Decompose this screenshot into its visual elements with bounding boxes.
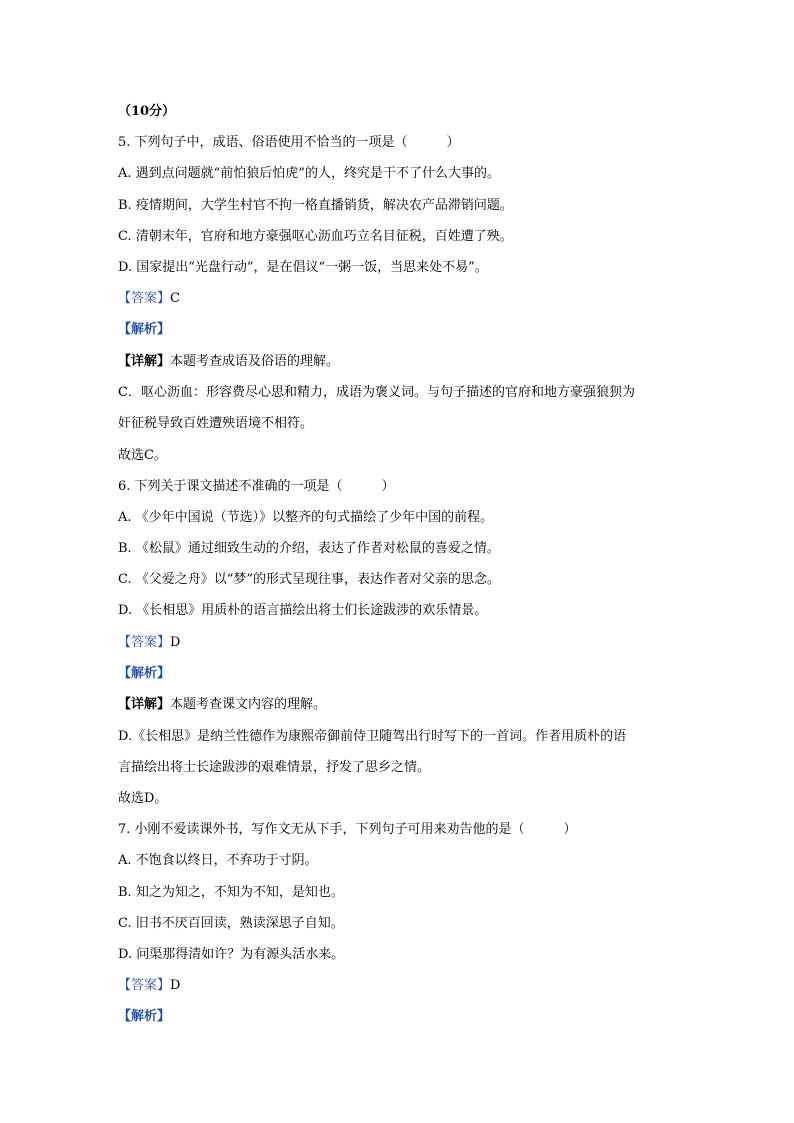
answer-value: D	[170, 978, 181, 993]
detail-text: 本题考查课文内容的理解。	[170, 697, 327, 712]
question-5-option-d: D. 国家提出“光盘行动”，是在倡议“一粥一饭，当思来处不易”。	[118, 260, 488, 275]
analysis-tag: 【解析】	[118, 1009, 171, 1024]
answer-value: D	[170, 635, 181, 650]
score-header: （10分）	[118, 104, 176, 119]
question-7-stem: 7. 小刚不爱读课外书，写作文无从下手，下列句子可用来劝告他的是（ ）	[118, 822, 577, 837]
question-6-detail	[118, 696, 326, 714]
question-7-option-c: C. 旧书不厌百回读，熟读深思子自知。	[118, 916, 344, 931]
analysis-tag: 【解析】	[118, 322, 171, 337]
question-6-option-a: A. 《少年中国说（节选）》以整齐的句式描绘了少年中国的前程。	[118, 510, 494, 525]
question-5-option-c: C. 清朝末年，官府和地方豪强呕心沥血巧立名目征税，百姓遭了殃。	[118, 229, 513, 244]
question-5-explain-line-2: 奸征税导致百姓遭殃语境不相符。	[118, 416, 314, 431]
question-6-option-d: D. 《长相思》用质朴的语言描绘出将士们长途跋涉的欢乐情景。	[118, 603, 488, 618]
question-5-answer	[118, 290, 180, 308]
question-5-conclusion: 故选C。	[118, 448, 167, 463]
question-7-option-b: B. 知之为知之，不知为不知，是知也。	[118, 885, 344, 900]
question-6-option-b: B. 《松鼠》通过细致生动的介绍，表达了作者对松鼠的喜爱之情。	[118, 541, 500, 556]
question-5-analysis-tag	[118, 321, 170, 339]
question-6-conclusion: 故选D。	[118, 791, 168, 806]
question-6-explain-line-2: 言描绘出将士长途跋涉的艰难情景，抒发了思乡之情。	[118, 760, 431, 775]
question-7-answer	[118, 977, 180, 995]
question-7-analysis-tag	[118, 1008, 170, 1026]
answer-tag: 【答案】	[118, 978, 171, 993]
detail-text: 本题考查成语及俗语的理解。	[170, 354, 340, 369]
analysis-tag: 【解析】	[118, 666, 171, 681]
answer-tag: 【答案】	[118, 635, 171, 650]
question-6-option-c: C. 《父爱之舟》以“梦”的形式呈现往事，表达作者对父亲的思念。	[118, 572, 501, 587]
question-7-option-d: D. 问渠那得清如许？为有源头活水来。	[118, 947, 345, 962]
question-5-detail	[118, 353, 339, 371]
detail-tag: 【详解】	[118, 354, 171, 369]
question-6-answer	[118, 634, 180, 652]
question-5-option-b: B. 疫情期间，大学生村官不拘一格直播销货，解决农产品滞销问题。	[118, 198, 513, 213]
question-5-stem: 5. 下列句子中，成语、俗语使用不恰当的一项是（ ）	[118, 135, 460, 150]
question-6-analysis-tag	[118, 665, 170, 683]
question-6-explain-line-1: D.《长相思》是纳兰性德作为康熙帝御前侍卫随驾出行时写下的一首词。作者用质朴的语	[118, 729, 627, 744]
question-6-stem: 6. 下列关于课文描述不准确的一项是（ ）	[118, 479, 395, 494]
question-5-option-a: A. 遇到点问题就“前怕狼后怕虎”的人，终究是干不了什么大事的。	[118, 166, 500, 181]
question-5-explain-line-1: C．呕心沥血：形容费尽心思和精力，成语为褒义词。与句子描述的官府和地方豪强狼狈为	[118, 385, 635, 400]
answer-value: C	[170, 291, 180, 306]
answer-tag: 【答案】	[118, 291, 171, 306]
detail-tag: 【详解】	[118, 697, 171, 712]
question-7-option-a: A. 不饱食以终日，不弃功于寸阴。	[118, 853, 318, 868]
